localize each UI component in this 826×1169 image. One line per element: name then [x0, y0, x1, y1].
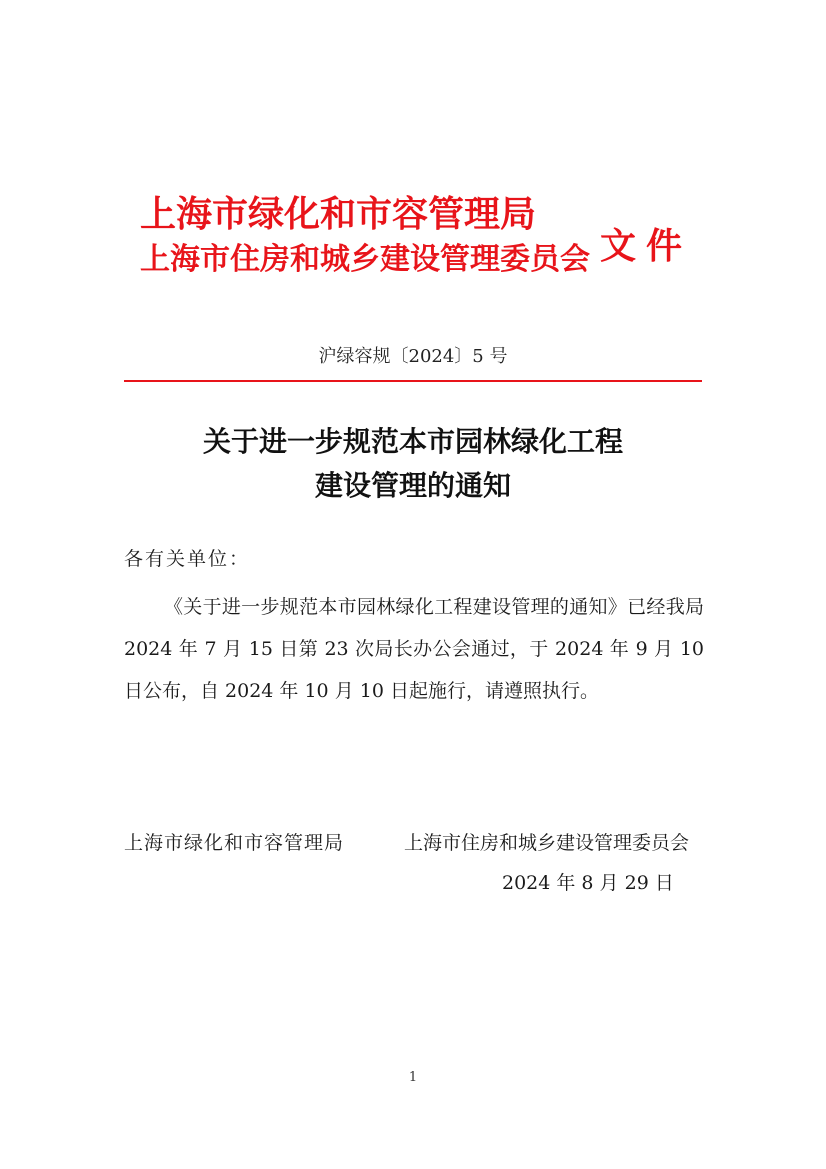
title-line-2: 建设管理的通知: [314, 469, 511, 502]
document-label: 文件: [600, 225, 693, 267]
red-divider: [124, 380, 702, 382]
body-paragraph: 《关于进一步规范本市园林绿化工程建设管理的通知》已经我局 2024 年 7 月 15 日第 23 次局长办公会通过，于 2024 年 9 月 10 日公布，自 2024 年 10 月 10 日起施行，请遵照执行。: [124, 596, 704, 702]
issuer-name-2: 上海市住房和城乡建设管理委员会: [140, 242, 590, 277]
page-number: 1: [408, 1070, 418, 1085]
signature-issuer-1: 上海市绿化和市容管理局: [124, 832, 345, 854]
issuer-name-1: 上海市绿化和市容管理局: [140, 193, 537, 235]
issuer-header: [140, 192, 590, 280]
document-title: [0, 420, 826, 508]
title-line-1: 关于进一步规范本市园林绿化工程: [202, 425, 623, 458]
signature-issuer-2: 上海市住房和城乡建设管理委员会: [404, 832, 690, 854]
salutation: 各有关单位：: [124, 548, 251, 570]
document-number: 沪绿容规〔2024〕5 号: [318, 346, 508, 367]
signature-date: 2024 年 8 月 29 日: [502, 872, 674, 894]
